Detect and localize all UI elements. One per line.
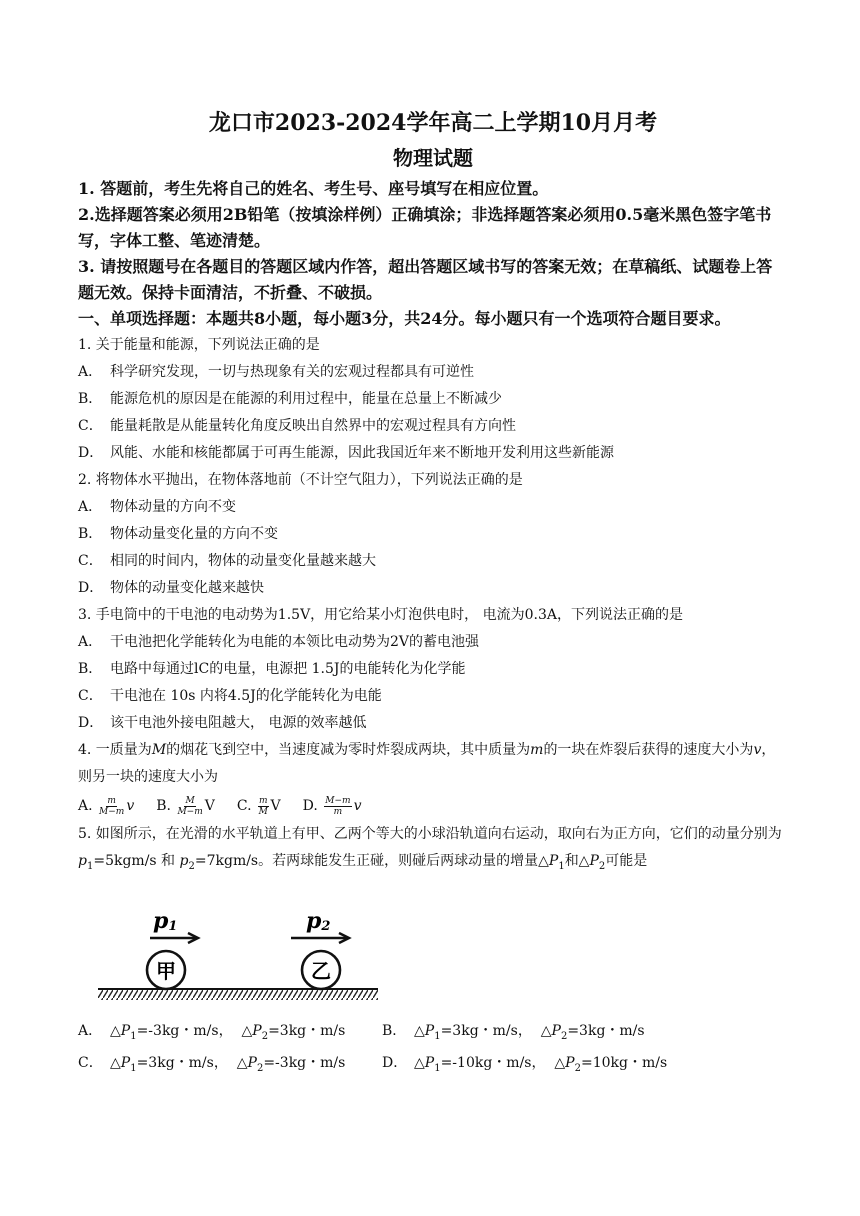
option-key: C． <box>78 688 103 704</box>
fraction <box>99 796 124 817</box>
option-key: B． <box>78 391 103 407</box>
option-text: 能源危机的原因是在能源的利用过程中，能量在总量上不断减少 <box>110 391 502 407</box>
option-key: B． <box>78 661 103 677</box>
stem-text: ， 则另一块的速度大小为 <box>78 742 776 785</box>
denominator: m <box>333 806 343 817</box>
question-4-option-b <box>156 791 215 821</box>
option-key: B． <box>382 1022 407 1039</box>
instruction-3: 3. 请按照题号在各题目的答题区域内作答，超出答题区域书写的答案无效；在草稿纸、试题卷上答题无效。保持卡面清洁，不折叠、不破损。 <box>78 257 773 302</box>
question-5-stem <box>78 821 788 880</box>
denominator: M−m <box>99 806 125 817</box>
question-1-option-b <box>78 386 788 413</box>
question-4-option-d <box>303 791 362 821</box>
question-2-option-b <box>78 521 788 548</box>
fraction <box>177 796 202 817</box>
option-key: D． <box>78 445 104 461</box>
question-1-option-d <box>78 440 788 467</box>
option-key: D． <box>78 580 104 596</box>
numerator: M <box>185 795 195 806</box>
question-5-options-row-1 <box>78 1018 788 1050</box>
instruction-1: 1. 答题前，考生先将自己的姓名、考生号、座号填写在相应位置。 <box>78 179 549 198</box>
question-3-option-a <box>78 629 788 656</box>
numerator: M−m <box>325 795 351 806</box>
option-text: 物体的动量变化越来越快 <box>110 580 264 596</box>
question-5-options-row-2 <box>78 1050 788 1082</box>
question-2-option-a <box>78 494 788 521</box>
numerator: m <box>107 795 116 806</box>
question-5-option-c <box>78 1050 382 1082</box>
option-text: 电路中每通过lC的电量，电源把 1.5J的电能转化为化学能 <box>110 661 466 677</box>
option-key: B． <box>78 526 103 542</box>
stem-text: =5kgm/s 和 <box>93 853 180 869</box>
option-text: 干电池在 10s 内将4.5J的化学能转化为电能 <box>110 688 382 704</box>
option-text: 物体动量变化量的方向不变 <box>110 526 278 542</box>
option-text: 干电池把化学能转化为电能的本领比电动势为2V的蓄电池强 <box>110 634 480 650</box>
denominator: M <box>258 806 268 817</box>
question-5-option-b <box>382 1018 645 1050</box>
var-m: m <box>530 742 544 758</box>
question-5-option-a <box>78 1018 382 1050</box>
option-key: C. <box>236 798 252 814</box>
question-5-option-d <box>382 1050 667 1082</box>
var-P: P <box>589 853 599 869</box>
option-key: D． <box>78 715 104 731</box>
var: v <box>353 798 362 814</box>
instruction-2: 2.选择题答案必须用2B铅笔（按填涂样例）正确填涂；非选择题答案必须用0.5毫米黑色签字笔书写，字体工整、笔迹清楚。 <box>78 205 772 250</box>
subscript: 2 <box>188 860 195 872</box>
option-key: A． <box>78 1022 103 1039</box>
question-3-option-b <box>78 656 788 683</box>
var: v <box>126 798 135 814</box>
label-p1: p1 <box>153 907 178 934</box>
denominator: M−m <box>177 806 203 817</box>
option-text: 能量耗散是从能量转化角度反映出自然界中的宏观过程具有方向性 <box>110 418 516 434</box>
page-subtitle: 物理试题 <box>393 146 473 170</box>
question-1-option-a <box>78 359 788 386</box>
var-M: M <box>151 742 167 758</box>
stem-text: 的烟花飞到空中，当速度减为零时炸裂成两块，其中质量为 <box>166 742 531 758</box>
option-key: C． <box>78 553 103 569</box>
label-p2: p2 <box>306 907 331 934</box>
question-4-option-a <box>78 791 134 821</box>
stem-text: 的一块在炸裂后获得的速度大小为 <box>543 742 754 758</box>
question-1-option-c <box>78 413 788 440</box>
stem-text: 4. 一质量为 <box>78 742 152 758</box>
option-key: C． <box>78 418 103 434</box>
question-1-stem: 1. 关于能量和能源，下列说法正确的是 <box>78 337 320 353</box>
var-P: P <box>548 853 559 869</box>
option-key: A． <box>78 634 103 650</box>
option-text: $\triangle P_1=-10kg$・m/s， $\triangle P_2=10kg$・m/s <box>414 1054 668 1074</box>
fraction <box>258 796 269 817</box>
var-p: p <box>78 853 87 869</box>
fraction <box>324 796 351 817</box>
subscript: 2 <box>598 860 606 872</box>
ball-yi-label: 乙 <box>311 958 331 983</box>
collision-figure <box>98 894 378 1006</box>
option-key: A． <box>78 364 103 380</box>
subscript: 1 <box>86 860 94 872</box>
question-3-option-d <box>78 710 788 737</box>
var-v: v <box>753 742 762 758</box>
question-2-stem: 2. 将物体水平抛出，在物体落地前（不计空气阻力），下列说法正确的是 <box>78 472 523 488</box>
question-3-stem: 3. 手电筒中的干电池的电动势为1.5V，用它给某小灯泡供电时， 电流为0.3A，下列说法正确的是 <box>78 607 684 623</box>
subscript: 1 <box>558 860 565 872</box>
ball-jia-label: 甲 <box>156 958 176 983</box>
section-heading: 一、单项选择题：本题共8小题，每小题3分，共24分。每小题只有一个选项符合题目要求。 <box>78 309 731 328</box>
question-4-option-c <box>237 791 281 821</box>
option-text: 风能、水能和核能都属于可再生能源，因此我国近年来不断地开发利用这些新能源 <box>110 445 614 461</box>
page-title: 龙口市2023-2024学年高二上学期10月月考 <box>208 110 658 136</box>
option-key: A． <box>78 499 103 515</box>
stem-text: 5. 如图所示，在光滑的水平轨道上有甲、乙两个等大的小球沿轨道向右运动，取向右为正方向，它们的动量分别为 <box>78 826 782 842</box>
option-text: 科学研究发现，一切与热现象有关的宏观过程都具有可逆性 <box>110 364 474 380</box>
question-2-option-c <box>78 548 788 575</box>
track-hatching <box>98 990 378 1000</box>
option-key: D． <box>382 1054 408 1071</box>
question-4-stem <box>78 737 788 791</box>
var: V <box>270 798 281 814</box>
option-key: D. <box>302 798 318 814</box>
question-2-option-d <box>78 575 788 602</box>
option-text: $\triangle P_1=3kg$・m/s， $\triangle P_2=-3kg$・m/s <box>110 1054 346 1074</box>
option-text: 物体动量的方向不变 <box>110 499 236 515</box>
exam-page <box>78 108 788 1081</box>
option-key: C． <box>78 1054 103 1071</box>
numerator: m <box>258 795 268 806</box>
stem-text: 和△ <box>564 853 590 869</box>
var: V <box>204 798 215 814</box>
option-text: 相同的时间内，物体的动量变化量越来越大 <box>110 553 376 569</box>
question-3-option-c <box>78 683 788 710</box>
option-key: B. <box>156 798 171 814</box>
question-4-options <box>78 791 788 821</box>
var-p: p <box>179 853 189 869</box>
option-text: $\triangle P_1=3kg$・m/s， $\triangle P_2=3kg$・m/s <box>414 1022 645 1042</box>
option-text: 该干电池外接电阻越大， 电源的效率越低 <box>110 715 367 731</box>
option-key: A. <box>78 798 93 814</box>
stem-text: 可能是 <box>605 853 648 869</box>
stem-text: =7kgm/s。若两球能发生正碰，则碰后两球动量的增量△ <box>194 853 549 869</box>
option-text: $\triangle P_1=-3kg$・m/s， $\triangle P_2=3kg$・m/s <box>110 1022 346 1042</box>
